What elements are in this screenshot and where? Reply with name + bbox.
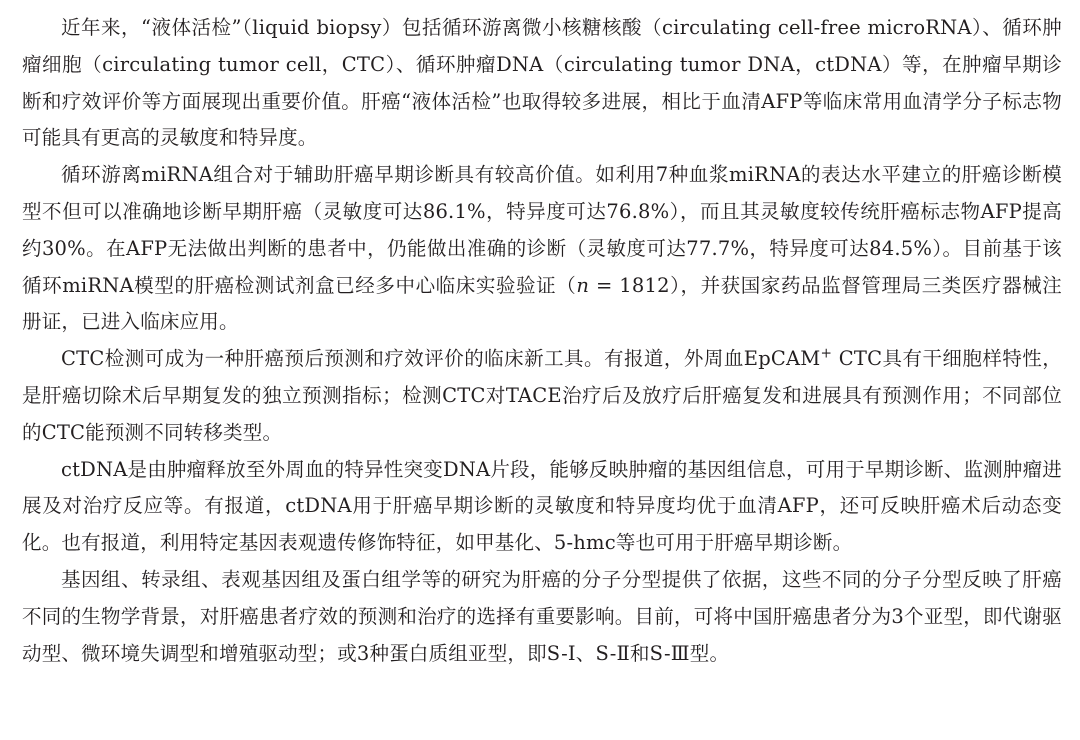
paragraph-text: 基因组、转录组、表观基因组及蛋白组学等的研究为肝癌的分子分型提供了依据，这些不同的分子分型反映了肝癌不同的生物学背景，对肝癌患者疗效的预测和治疗的选择有重要影响。目前，可将中国肝癌患者分为3个亚型，即代谢驱动型、微环境失调型和增殖驱动型；或3种蛋白质组亚型，即S-Ⅰ、S-Ⅱ和S-Ⅲ型。: [22, 567, 1062, 665]
paragraph-text: 近年来，“液体活检”（liquid biopsy）包括循环游离微小核糖核酸（circulating cell-free microRNA）、循环肿瘤细胞（circulating tumor cell，CTC）、循环肿瘤DNA（circulating tumor DNA，ctDNA）等，在肿瘤早期诊断和疗效评价等方面展现出重要价值。肝癌“液体活检”也取得较多进展，相比于血清AFP等临床常用血清学分子标志物可能具有更高的灵敏度和特异度。: [22, 16, 1062, 150]
paragraph-liquid-biopsy: [22, 10, 1062, 157]
paragraph-ctc-detection: [22, 341, 1062, 451]
sample-size-variable: n: [576, 273, 590, 297]
paragraph-ctdna: [22, 452, 1062, 562]
document-body: [22, 10, 1062, 672]
paragraph-circulating-mirna: [22, 157, 1062, 341]
paragraph-text: CTC检测可成为一种肝癌预后预测和疗效评价的临床新工具。有报道，外周血EpCAM: [61, 347, 821, 371]
paragraph-text: ctDNA是由肿瘤释放至外周血的特异性突变DNA片段，能够反映肿瘤的基因组信息，可用于早期诊断、监测肿瘤进展及对治疗反应等。有报道，ctDNA用于肝癌早期诊断的灵敏度和特异度均优于血清AFP，还可反映肝癌术后动态变化。也有报道，利用特定基因表观遗传修饰特征，如甲基化、5-hmc等也可用于肝癌早期诊断。: [22, 457, 1062, 555]
superscript-plus: +: [820, 345, 833, 362]
paragraph-text: 循环游离miRNA组合对于辅助肝癌早期诊断具有较高价值。如利用7种血浆miRNA的表达水平建立的肝癌诊断模型不但可以准确地诊断早期肝癌（灵敏度可达86.1%，特异度可达76.8%），而且其灵敏度较传统肝癌标志物AFP提高约30%。在AFP无法做出判断的患者中，仍能做出准确的诊断（灵敏度可达77.7%，特异度可达84.5%）。目前基于该循环miRNA模型的肝癌检测试剂盒已经多中心临床实验验证（: [22, 163, 1062, 297]
paragraph-text: CTC具有干细胞样特性，是肝癌切除术后早期复发的独立预测指标；检测CTC对TACE治疗后及放疗后肝癌复发和进展具有预测作用；不同部位的CTC能预测不同转移类型。: [22, 347, 1062, 444]
paragraph-text: = 1812），并获国家药品监督管理局三类医疗器械注册证，已进入临床应用。: [22, 273, 1062, 334]
paragraph-molecular-subtyping: [22, 562, 1062, 672]
